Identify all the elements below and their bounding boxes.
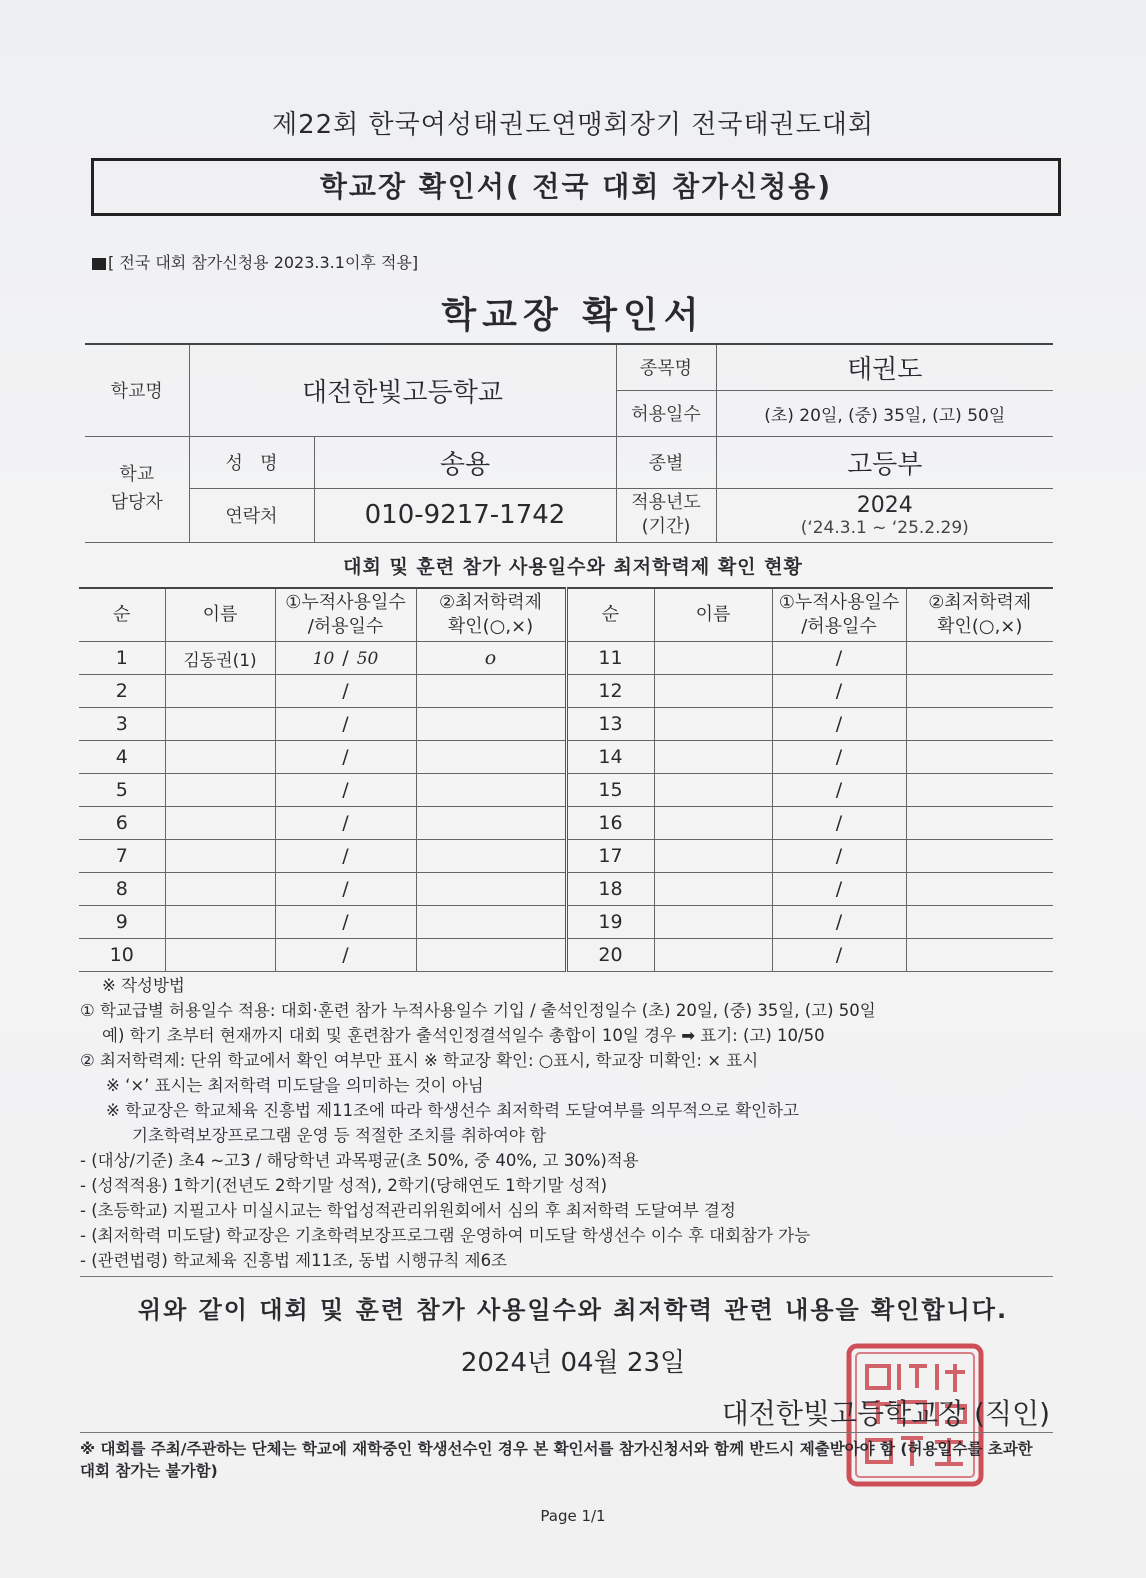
days-cell [772,939,906,972]
check-mark [416,906,566,939]
col-name-left: 이름 [165,588,275,642]
student-name [165,906,275,939]
table-row [79,939,1053,972]
row-number: 5 [79,774,165,807]
used-days: 10 [312,649,335,669]
row-number: 2 [79,675,165,708]
row-number: 18 [566,873,654,906]
student-name [654,741,772,774]
check-mark [416,873,566,906]
row-number: 8 [79,873,165,906]
method-title: ※ 작성방법 [102,976,185,995]
row-number: 15 [566,774,654,807]
square-bullet-icon [92,258,106,270]
col-days-right: ①누적사용일수 /허용일수 [772,588,906,642]
page-number: Page 1/1 [540,1507,606,1525]
method-line: 예) 학기 초부터 현재까지 대회 및 훈련참가 출석인정결석일수 총합이 10일 경우 ➡ 표기: (고) 10/50 [102,1026,825,1045]
usage-body [79,642,1053,972]
student-name [165,708,275,741]
check-mark [906,774,1053,807]
slash: / [835,911,843,933]
row-number: 20 [566,939,654,972]
student-name [165,873,275,906]
name-label: 성 명 [189,436,314,488]
col-name-right: 이름 [654,588,772,642]
row-number: 16 [566,807,654,840]
check-mark [906,708,1053,741]
slash: / [342,878,349,900]
principal-signature: 대전한빛고등학교장 (직인) [721,1397,1050,1430]
row-number: 1 [79,642,165,675]
row-number: 9 [79,906,165,939]
method-line: - (초등학교) 지필고사 미실시교는 학업성적관리위원회에서 심의 후 최저학력 도달여부 결정 [80,1201,736,1220]
student-name [165,774,275,807]
slash: / [835,845,843,867]
division-value: 고등부 [716,436,1053,488]
days-cell [772,774,906,807]
row-number: 11 [566,642,654,675]
confirm-text: 위와 같이 대회 및 훈련 참가 사용일수와 최저학력 관련 내용을 확인합니다. [137,1296,1009,1324]
row-number: 13 [566,708,654,741]
allowed-days: 50 [356,649,379,669]
slash: / [835,647,843,669]
days-cell [772,807,906,840]
method-section [80,973,1080,1273]
table-row [79,774,1053,807]
days-cell [275,774,416,807]
year-cell [716,488,1053,542]
check-mark [906,642,1053,675]
student-name [654,675,772,708]
check-mark [906,807,1053,840]
col-no-left: 순 [79,588,165,642]
student-name [165,840,275,873]
check-mark [416,939,566,972]
student-name [654,840,772,873]
slash: / [342,845,349,867]
row-number: 3 [79,708,165,741]
usage-header-row [79,588,1053,642]
year-label: 적용년도 (기간) [616,488,716,542]
check-mark [416,807,566,840]
days-cell [772,708,906,741]
slash: / [342,944,349,966]
col-days-left: ①누적사용일수 /허용일수 [275,588,416,642]
table-row [79,675,1053,708]
slash: / [835,746,843,768]
check-mark [906,840,1053,873]
method-line: - (대상/기준) 초4 ~고3 / 해당학년 과목평균(초 50%, 중 40%, 고 30%)적용 [80,1151,639,1170]
info-table [85,343,1053,543]
days-cell [275,939,416,972]
confirm-date: 2024년 04월 23일 [460,1348,686,1378]
table-row [79,807,1053,840]
top-note-text: [ 전국 대회 참가신청용 2023.3.1이후 적용] [108,253,419,272]
method-line: - (최저학력 미도달) 학교장은 기초학력보장프로그램 운영하여 미도달 학생선수 이수 후 대회참가 가능 [80,1226,811,1245]
check-mark [416,774,566,807]
top-note [92,250,418,273]
student-name [654,906,772,939]
manager-label: 학교 담당자 [85,436,189,542]
check-mark [906,939,1053,972]
days-cell [275,741,416,774]
slash: / [835,713,843,735]
divider [80,1432,1053,1433]
row-number: 6 [79,807,165,840]
student-name [165,807,275,840]
student-name [654,774,772,807]
days-cell [275,675,416,708]
usage-table [79,587,1053,972]
method-line: - (성적적용) 1학기(전년도 2학기말 성적), 2학기(당해연도 1학기말 성적) [80,1176,608,1195]
sport-label: 종목명 [616,344,716,390]
year-value: 2024 [856,492,913,518]
days-cell [275,873,416,906]
table-row [79,873,1053,906]
school-value: 대전한빛고등학교 [189,344,616,436]
check-mark [416,741,566,774]
row-number: 14 [566,741,654,774]
days-cell [275,708,416,741]
table-row [79,741,1053,774]
slash: / [342,779,349,801]
check-mark [906,873,1053,906]
usage-heading: 대회 및 훈련 참가 사용일수와 최저학력제 확인 현황 [343,556,803,578]
check-mark: o [416,642,566,675]
row-number: 19 [566,906,654,939]
student-name: 김동권(1) [165,642,275,675]
division-label: 종별 [616,436,716,488]
slash: / [342,746,349,768]
method-line: 기초학력보장프로그램 운영 등 적절한 조치를 취하여야 함 [132,1126,547,1145]
student-name [654,873,772,906]
allowed-days-value: (초) 20일, (중) 35일, (고) 50일 [716,390,1053,436]
slash: / [342,647,349,669]
box-title: 학교장 확인서( 전국 대회 참가신청용) [91,158,1061,216]
row-number: 17 [566,840,654,873]
table-row [79,840,1053,873]
row-number: 12 [566,675,654,708]
method-line: ② 최저학력제: 단위 학교에서 확인 여부만 표시 ※ 학교장 확인: ○표시, 학교장 미확인: × 표시 [80,1051,759,1070]
check-mark [416,708,566,741]
col-no-right: 순 [566,588,654,642]
days-cell [772,675,906,708]
student-name [654,939,772,972]
check-mark [416,675,566,708]
divider [80,1276,1053,1277]
slash: / [342,713,349,735]
days-cell [275,906,416,939]
slash: / [342,812,349,834]
col-check-right: ②최저학력제 확인(○,×) [906,588,1053,642]
student-name [165,939,275,972]
contact-label: 연락처 [189,488,314,542]
row-number: 7 [79,840,165,873]
check-mark [416,840,566,873]
student-name [654,708,772,741]
days-cell [275,807,416,840]
days-cell [772,840,906,873]
slash: / [835,812,843,834]
slash: / [835,680,843,702]
slash: / [835,944,843,966]
method-line: ① 학교급별 허용일수 적용: 대회·훈련 참가 누적사용일수 기입 / 출석인정일수 (초) 20일, (중) 35일, (고) 50일 [80,1001,876,1020]
bottom-note: ※ 대회를 주최/주관하는 단체는 학교에 재학중인 학생선수인 경우 본 확인서를 참가신청서와 함께 반드시 제출받아야 함 (허용일수를 초과한 대회 참가는 불가함) [80,1440,1033,1480]
student-name [165,741,275,774]
slash: / [835,779,843,801]
check-mark [906,906,1053,939]
method-line: - (관련법령) 학교체육 진흥법 제11조, 동법 시행규칙 제6조 [80,1251,507,1270]
competition-title: 제22회 한국여성태권도연맹회장기 전국태권도대회 [271,110,875,140]
school-label: 학교명 [85,344,189,436]
slash: / [342,911,349,933]
table-row [79,906,1053,939]
name-value: 송용 [314,436,616,488]
slash: / [342,680,349,702]
check-mark [906,741,1053,774]
days-cell [772,906,906,939]
slash: / [835,878,843,900]
days-cell [275,642,416,675]
year-period: (‘24.3.1 ~ ‘25.2.29) [800,517,969,538]
student-name [654,642,772,675]
contact-value: 010-9217-1742 [314,488,616,542]
days-cell [772,873,906,906]
days-cell [772,741,906,774]
col-check-left: ②최저학력제 확인(○,×) [416,588,566,642]
method-line: ※ 학교장은 학교체육 진흥법 제11조에 따라 학생선수 최저학력 도달여부를 의무적으로 확인하고 [106,1101,799,1120]
student-name [165,675,275,708]
days-cell [772,642,906,675]
row-number: 4 [79,741,165,774]
main-title: 학교장 확인서 [441,295,705,336]
days-cell [275,840,416,873]
table-row [79,708,1053,741]
method-line: ※ ‘×’ 표시는 최저학력 미도달을 의미하는 것이 아님 [106,1076,484,1095]
student-name [654,807,772,840]
allowed-days-label: 허용일수 [616,390,716,436]
table-row [79,642,1053,675]
sport-value: 태권도 [716,344,1053,390]
row-number: 10 [79,939,165,972]
check-mark [906,675,1053,708]
